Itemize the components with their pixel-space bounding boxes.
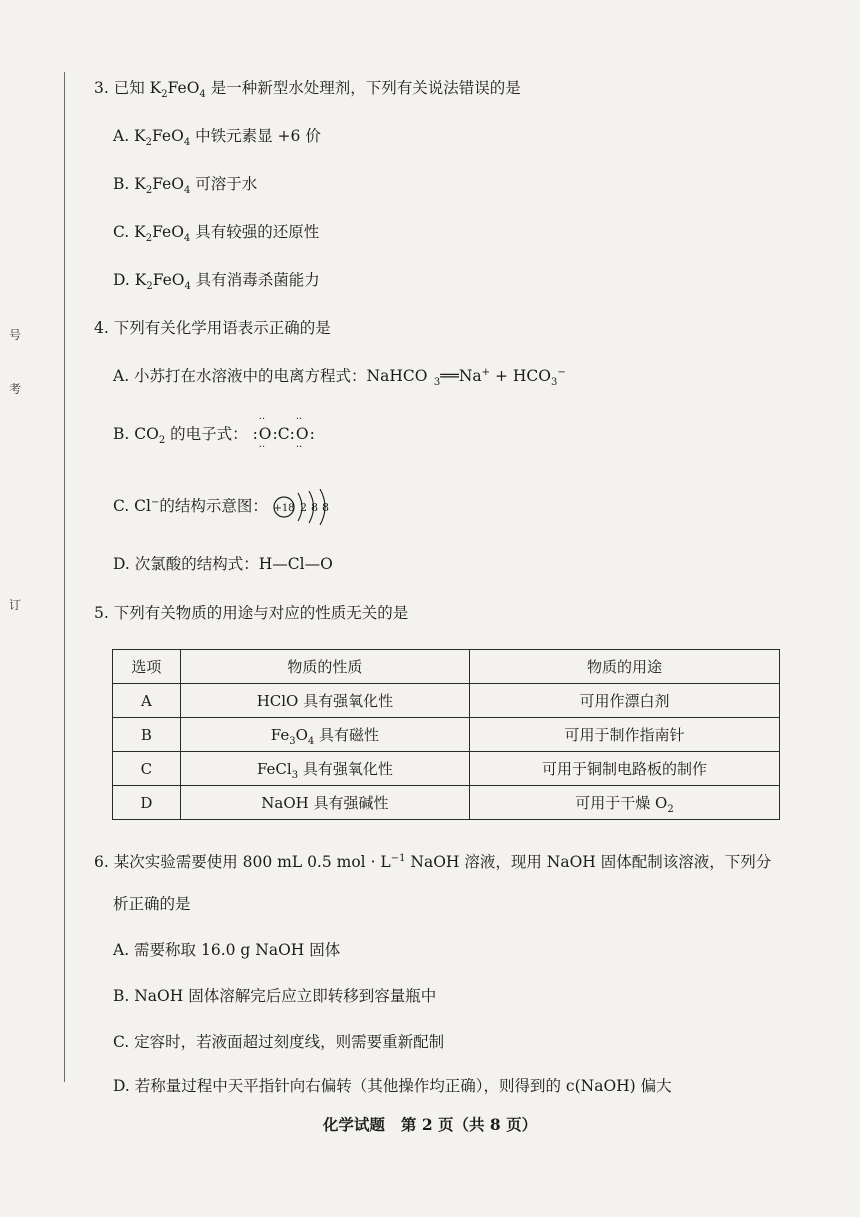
shell-electrons: 2 (299, 501, 307, 514)
nucleus-charge: +18 (273, 503, 295, 514)
table-cell: C (113, 752, 181, 786)
table-cell: A (113, 684, 181, 718)
q3-stem: 3. 已知 $K_2FeO_4$ 是一种新型水处理剂，下列有关说法错误的是 (94, 79, 521, 101)
shell-electrons: 8 (310, 501, 318, 514)
table-header: 物质的用途 (469, 650, 779, 684)
q4-option-c: C. Cl−的结构示意图： +18 2 8 8 (113, 489, 337, 525)
binding-margin-rule (64, 72, 65, 1082)
q6-option-b: B. NaOH 固体溶解完后应立即转移到容量瓶中 (113, 987, 437, 1005)
q6-option-c: C. 定容时，若液面超过刻度线，则需要重新配制 (113, 1033, 445, 1051)
atom-structure-diagram (273, 489, 337, 525)
q6-stem-line1: 6. 某次实验需要使用 800 mL 0.5 mol · $L^{-1}$ NaOH 溶液，现用 NaOH 固体配制该溶液，下列分 (94, 852, 772, 871)
q6-option-d: D. 若称量过程中天平指针向右偏转（其他操作均正确），则得到的 c(NaOH) 偏大 (113, 1077, 672, 1095)
q4-stem: 4. 下列有关化学用语表示正确的是 (94, 319, 331, 337)
footer-subject: 化学试题 (322, 1115, 385, 1134)
q3-option-a: A. $K_2FeO_4$ 中铁元素显 +6 价 (113, 127, 321, 149)
table-cell: NaOH 具有强碱性 (180, 786, 469, 820)
q3-option-c: C. $K_2FeO_4$ 具有较强的还原性 (113, 223, 320, 245)
q3-option-d: D. $K_2FeO_4$ 具有消毒杀菌能力 (113, 271, 320, 293)
electron-formula: :·· O ··:C:·· O ··: (253, 425, 315, 443)
q5-stem: 5. 下列有关物质的用途与对应的性质无关的是 (94, 604, 409, 622)
table-cell: 可用作漂白剂 (469, 684, 779, 718)
table-cell: D (113, 786, 181, 820)
margin-mark: 订 (9, 598, 22, 612)
table-cell: 可用于铜制电路板的制作 (469, 752, 779, 786)
footer-page-number: 第 2 页（共 8 页） (400, 1115, 538, 1134)
table-row (113, 786, 780, 820)
q5-table (112, 649, 780, 820)
table-cell: B (113, 718, 181, 752)
q4-option-b: B. $CO_2$ 的电子式： :·· O ··:C:·· O ··: (113, 424, 315, 444)
q4-option-d: D. 次氯酸的结构式：H—Cl—O (113, 555, 333, 573)
table-cell: FeCl$_3$ 具有强氧化性 (180, 752, 469, 786)
table-row (113, 684, 780, 718)
table-cell: HClO 具有强氧化性 (180, 684, 469, 718)
shell-electrons: 8 (321, 501, 329, 514)
q3-option-b: B. $K_2FeO_4$ 可溶于水 (113, 175, 258, 197)
table-cell: 可用于制作指南针 (469, 718, 779, 752)
table-header-row (113, 650, 780, 684)
table-header: 选项 (113, 650, 181, 684)
margin-mark: 号 (9, 328, 22, 342)
table-header: 物质的性质 (180, 650, 469, 684)
table-cell: $Fe_3O_4$ 具有磁性 (180, 718, 469, 752)
table-cell: 可用于干燥 $O_2$ (469, 786, 779, 820)
page-footer (0, 1113, 860, 1135)
margin-mark: 考 (9, 382, 22, 396)
q6-stem-line2: 析正确的是 (113, 895, 191, 913)
q4-option-a: A. 小苏打在水溶液中的电离方程式：NaHCO $_3$══Na+ + $HCO_3^-$ (113, 366, 566, 389)
q6-option-a: A. 需要称取 16.0 g NaOH 固体 (113, 941, 341, 959)
table-row (113, 752, 780, 786)
table-row (113, 718, 780, 752)
